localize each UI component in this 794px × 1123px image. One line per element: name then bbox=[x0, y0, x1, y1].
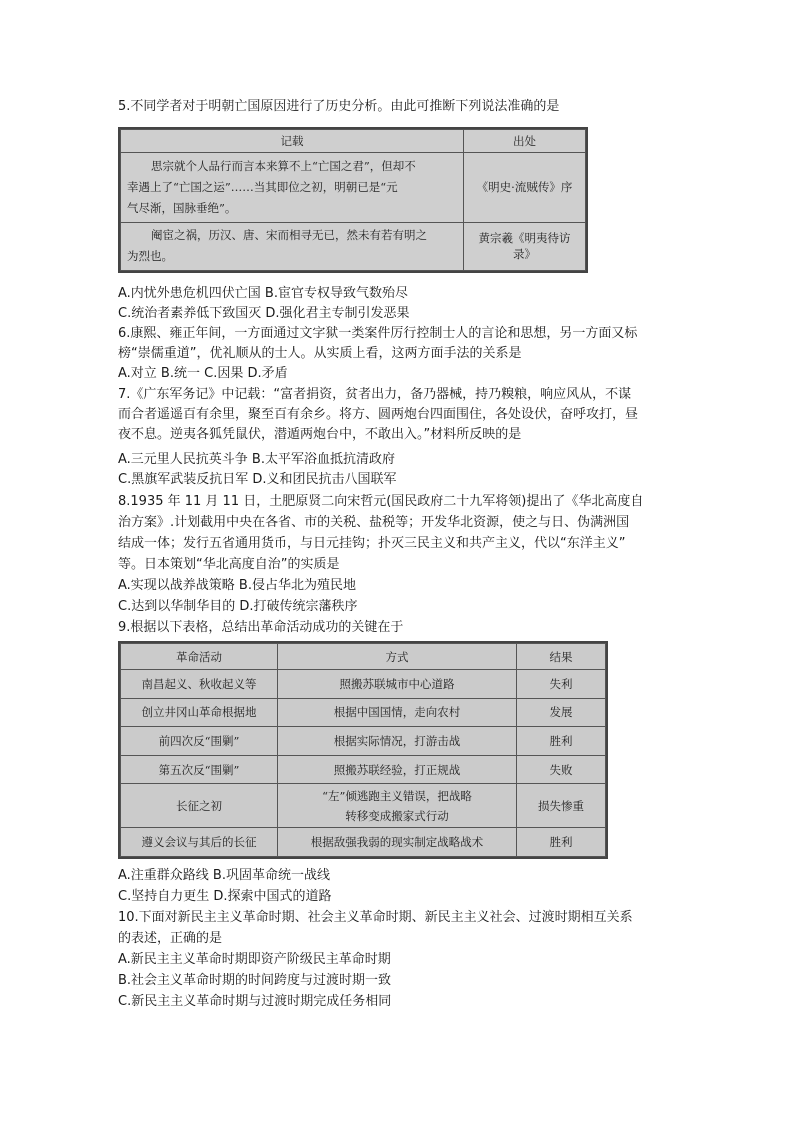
q9-result-cell: 失败 bbox=[517, 755, 606, 784]
q9-method-line: 转移变成搬家式行动 bbox=[345, 808, 449, 823]
q9-activity-cell: 南昌起义、秋收起义等 bbox=[121, 670, 278, 699]
q5-source-cell: 黄宗羲《明夷待访录》 bbox=[464, 222, 586, 270]
q8-stem-2: 治方案》.计划截用中央在各省、市的关税、盐税等；开发华北资源，使之与日、伪满洲国 bbox=[118, 515, 630, 530]
table-row bbox=[121, 698, 606, 727]
q9-table bbox=[118, 641, 608, 859]
q5-table bbox=[118, 127, 588, 273]
q9-method-cell: 根据敌强我弱的现实制定战略战术 bbox=[278, 828, 517, 857]
q9-activity-cell: 前四次反“围剿” bbox=[121, 727, 278, 756]
q9-method-cell bbox=[278, 784, 517, 828]
table-row bbox=[121, 727, 606, 756]
q5-record-line: 为烈也。 bbox=[127, 249, 173, 264]
q9-method-cell: 照搬苏联城市中心道路 bbox=[278, 670, 517, 699]
q5-record-line: 气尽渐，国脉垂绝”。 bbox=[127, 200, 237, 215]
table-row bbox=[121, 828, 606, 857]
table-row bbox=[121, 784, 606, 828]
q9-activity-cell: 长征之初 bbox=[121, 784, 278, 828]
q9-activity-cell: 遵义会议与其后的长征 bbox=[121, 828, 278, 857]
q9-table-header-result: 结果 bbox=[517, 644, 606, 670]
q8-stem-3: 结成一体；发行五省通用货币，与日元挂钩；扑灭三民主义和共产主义，代以“东洋主义” bbox=[118, 536, 626, 551]
q9-method-cell: 根据中国国情，走向农村 bbox=[278, 698, 517, 727]
q7-stem-3: 夜不息。逆夷各狐凭鼠伏，潜遁两炮台中，不敢出入。”材料所反映的是 bbox=[118, 427, 522, 442]
q10-option-b[interactable]: B.社会主义革命时期的时间跨度与过渡时期一致 bbox=[118, 973, 392, 988]
q10-option-a[interactable]: A.新民主主义革命时期即资产阶级民主革命时期 bbox=[118, 952, 391, 967]
q10-stem-2: 的表述，正确的是 bbox=[118, 931, 223, 946]
q9-result-cell: 胜利 bbox=[517, 828, 606, 857]
table-row bbox=[121, 222, 586, 270]
q5-table-header-source: 出处 bbox=[464, 130, 586, 153]
q7-options-2[interactable]: C.黑旗军武装反抗日军 D.义和团民抗击八国联军 bbox=[118, 472, 397, 487]
q9-activity-cell: 创立井冈山革命根据地 bbox=[121, 698, 278, 727]
q5-record-cell bbox=[121, 153, 464, 223]
q6-stem-1: 6.康熙、雍正年间，一方面通过文字狱一类案件厉行控制士人的言论和思想，另一方面又标 bbox=[118, 326, 638, 341]
q9-result-cell: 胜利 bbox=[517, 727, 606, 756]
q8-options-1[interactable]: A.实现以战养战策略 B.侵占华北为殖民地 bbox=[118, 578, 356, 593]
q7-stem-2: 而合者遥遥百有余里，聚至百有余乡。将方、圆两炮台四面围住，各处设伏，奋呼攻打，昼 bbox=[118, 407, 639, 422]
q10-stem-1: 10.下面对新民主主义革命时期、社会主义革命时期、新民主主义社会、过渡时期相互关系 bbox=[118, 910, 633, 925]
q9-options-2[interactable]: C.坚持自力更生 D.探索中国式的道路 bbox=[118, 889, 332, 904]
q5-record-line: 幸遇上了“亡国之运”……当其即位之初，明朝已是“元 bbox=[127, 179, 398, 194]
q8-stem-4: 等。日本策划“华北高度自治”的实质是 bbox=[118, 557, 340, 572]
q9-method-cell: 根据实际情况，打游击战 bbox=[278, 727, 517, 756]
q5-record-line: 思宗就个人品行而言本来算不上“亡国之君”，但却不 bbox=[151, 158, 416, 173]
q5-source-cell: 《明史·流贼传》序 bbox=[464, 153, 586, 223]
q7-stem-1: 7.《广东军务记》中记载：“富者捐资，贫者出力，备乃器械，持乃糗粮，响应风从，不谋 bbox=[118, 387, 632, 402]
q8-options-2[interactable]: C.达到以华制华目的 D.打破传统宗藩秩序 bbox=[118, 599, 358, 614]
q9-result-cell: 失利 bbox=[517, 670, 606, 699]
q8-stem-1: 8.1935 年 11 月 11 日，土肥原贤二向宋哲元(国民政府二十九军将领)提出了《华北高度自 bbox=[118, 494, 644, 509]
q9-stem: 9.根据以下表格，总结出革命活动成功的关键在于 bbox=[118, 620, 404, 635]
q5-record-line: 阉宦之祸，历汉、唐、宋而相寻无已，然未有若有明之 bbox=[151, 228, 427, 243]
q9-result-cell: 发展 bbox=[517, 698, 606, 727]
q9-activity-cell: 第五次反“围剿” bbox=[121, 755, 278, 784]
q5-options-2[interactable]: C.统治者素养低下致国灭 D.强化君主专制引发恶果 bbox=[118, 306, 410, 321]
q9-table-header-activity: 革命活动 bbox=[121, 644, 278, 670]
q6-stem-2: 榜“崇儒重道”，优礼顺从的士人。从实质上看，这两方面手法的关系是 bbox=[118, 346, 522, 361]
q9-options-1[interactable]: A.注重群众路线 B.巩固革命统一战线 bbox=[118, 868, 330, 883]
q5-stem: 5.不同学者对于明朝亡国原因进行了历史分析。由此可推断下列说法准确的是 bbox=[118, 99, 560, 114]
q9-table-header-method: 方式 bbox=[278, 644, 517, 670]
q5-record-cell bbox=[121, 222, 464, 270]
q10-option-c[interactable]: C.新民主主义革命时期与过渡时期完成任务相同 bbox=[118, 994, 392, 1009]
q9-method-line: “左”倾逃跑主义错误，把战略 bbox=[322, 788, 472, 803]
q5-table-header-record: 记载 bbox=[121, 130, 464, 153]
table-row bbox=[121, 153, 586, 223]
q9-method-cell: 照搬苏联经验，打正规战 bbox=[278, 755, 517, 784]
q6-options[interactable]: A.对立 B.统一 C.因果 D.矛盾 bbox=[118, 366, 288, 381]
table-row bbox=[121, 670, 606, 699]
q5-options-1[interactable]: A.内忧外患危机四伏亡国 B.宦官专权导致气数殆尽 bbox=[118, 286, 408, 301]
q9-result-cell: 损失惨重 bbox=[517, 784, 606, 828]
q7-options-1[interactable]: A.三元里人民抗英斗争 B.太平军浴血抵抗清政府 bbox=[118, 452, 395, 467]
table-row bbox=[121, 755, 606, 784]
